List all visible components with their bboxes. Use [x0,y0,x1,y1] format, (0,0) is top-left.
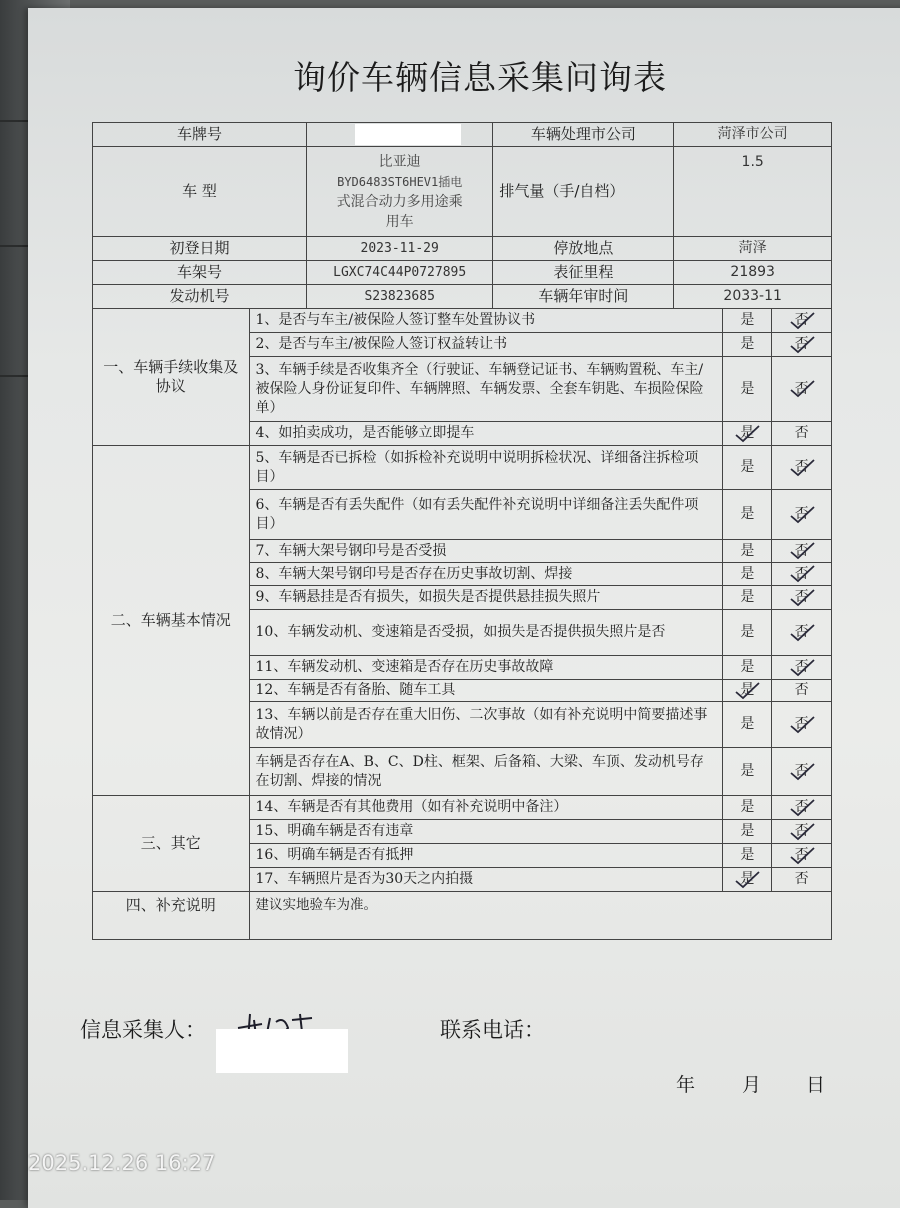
check-mark-icon [787,504,817,526]
row-model [93,147,832,237]
option-no [772,656,832,680]
model-line: 比亚迪 [378,153,421,170]
vin-value: LGXC74C44P0727895 [307,261,493,285]
option-yes: 是 [723,333,772,357]
option-no [772,796,832,820]
question-7: 7、车辆大架号钢印号是否受损 [249,540,723,563]
no-label: 否 [794,716,809,732]
question-2: 2、是否与车主/被保险人签订权益转让书 [249,333,723,357]
check-mark-icon [787,587,817,609]
yes-label: 是 [740,425,755,441]
section-1-label: 一、车辆手续收集及协议 [93,309,250,446]
no-label: 否 [794,565,809,582]
option-no: 否 [772,422,832,446]
option-yes: 是 [723,844,772,868]
check-mark-icon [787,334,817,356]
parking-label: 停放地点 [493,237,674,261]
displacement-label: 排气量（手/自档） [493,147,674,237]
option-no [772,490,832,540]
no-label: 否 [794,799,809,815]
row-q14 [93,796,832,820]
option-yes: 是 [723,656,772,680]
engine-label: 发动机号 [93,285,307,309]
option-no: 否 [772,680,832,702]
option-no [772,820,832,844]
month-label: 月 [742,1074,762,1096]
option-yes: 是 [723,610,772,656]
plate-label: 车牌号 [93,123,307,147]
vin-label: 车架号 [93,261,307,285]
option-yes [723,422,772,446]
supplement-text: 建议实地验车为准。 [249,892,831,940]
no-label: 否 [794,459,809,475]
option-yes: 是 [723,490,772,540]
no-label: 否 [794,312,809,328]
model-line: 式混合动力多用途乘 [336,193,463,210]
option-no [772,333,832,357]
displacement-value: 1.5 [674,147,832,237]
option-no [772,748,832,796]
row-engine [93,285,832,309]
question-5: 5、车辆是否已拆检（如拆检补充说明中说明拆检状况、详细备注拆检项目） [249,446,723,490]
option-no [772,702,832,748]
check-mark-icon [732,423,762,445]
option-yes: 是 [723,748,772,796]
question-13: 13、车辆以前是否存在重大旧伤、二次事故（如有补充说明中简要描述事故情况） [249,702,723,748]
check-mark-icon [787,821,817,843]
question-6: 6、车辆是否有丢失配件（如有丢失配件补充说明中详细备注丢失配件项目） [249,490,723,540]
mileage-value: 21893 [674,261,832,285]
section-4-label: 四、补充说明 [93,892,250,940]
option-yes [723,680,772,702]
year-label: 年 [676,1074,696,1096]
option-yes: 是 [723,820,772,844]
check-mark-icon [787,845,817,867]
no-label: 否 [794,506,809,522]
form-title: 询价车辆信息采集问询表 [293,58,667,97]
check-mark-icon [787,457,817,479]
dispose-company-label: 车辆处理市公司 [493,123,674,147]
option-yes: 是 [723,586,772,610]
no-label: 否 [794,380,809,397]
option-yes: 是 [723,446,772,490]
plate-value [307,123,493,147]
inspection-value: 2033-11 [674,285,832,309]
option-no: 否 [772,868,832,892]
question-16: 16、明确车辆是否有抵押 [249,844,723,868]
check-mark-icon [787,797,817,819]
option-yes: 是 [723,563,772,586]
option-yes: 是 [723,540,772,563]
question-15: 15、明确车辆是否有违章 [249,820,723,844]
row-vin [93,261,832,285]
check-mark-icon [732,869,762,891]
option-yes: 是 [723,702,772,748]
parking-value: 菏泽 [674,237,832,261]
row-q5 [93,446,832,490]
option-no [772,844,832,868]
no-label: 否 [794,659,809,675]
option-no [772,309,832,333]
plate-redaction [355,124,461,145]
contact-label: 联系电话： [440,1018,545,1042]
check-mark-icon [787,622,817,644]
option-no [772,357,832,422]
check-mark-icon [787,657,817,679]
first-reg-value: 2023-11-29 [307,237,493,261]
option-no [772,540,832,563]
no-label: 否 [794,823,809,839]
check-mark-icon [787,761,817,783]
option-no [772,446,832,490]
model-line: BYD6483ST6HEV1插电 [337,174,463,189]
no-label: 否 [794,336,809,352]
section-3-label: 三、其它 [93,796,250,892]
model-line: 用车 [385,213,414,230]
no-label: 否 [794,624,809,640]
day-label: 日 [806,1074,826,1096]
mileage-label: 表征里程 [493,261,674,285]
row-plate [93,123,832,147]
question-12: 12、车辆是否有备胎、随车工具 [249,680,723,702]
no-label: 否 [794,847,809,863]
question-pillar: 车辆是否存在A、B、C、D柱、框架、后备箱、大梁、车顶、发动机号存在切割、焊接的情况 [249,748,723,796]
question-1: 1、是否与车主/被保险人签订整车处置协议书 [249,309,723,333]
question-11: 11、车辆发动机、变速箱是否存在历史事故故障 [249,656,723,680]
dispose-company-value: 菏泽市公司 [674,123,832,147]
option-yes: 是 [723,796,772,820]
model-label: 车 型 [93,147,307,237]
option-yes: 是 [723,309,772,333]
question-3: 3、车辆手续是否收集齐全（行驶证、车辆登记证书、车辆购置税、车主/被保险人身份证复印件、车辆牌照、车辆发票、全套车钥匙、车损险保险单） [249,357,723,422]
row-supplement [93,892,832,940]
question-14: 14、车辆是否有其他费用（如有补充说明中备注） [249,796,723,820]
question-4: 4、如拍卖成功，是否能够立即提车 [249,422,723,446]
option-yes [723,868,772,892]
photo-timestamp: 2025.12.26 16:27 [28,1151,216,1175]
check-mark-icon [787,310,817,332]
inspection-label: 车辆年审时间 [493,285,674,309]
no-label: 否 [794,542,809,559]
question-8: 8、车辆大架号钢印号是否存在历史事故切割、焊接 [249,563,723,586]
row-first-reg [93,237,832,261]
section-2-label: 二、车辆基本情况 [93,446,250,796]
question-9: 9、车辆悬挂是否有损失，如损失是否提供悬挂损失照片 [249,586,723,610]
check-mark-icon [787,714,817,736]
engine-value: S23823685 [307,285,493,309]
model-value [307,147,493,237]
check-mark-icon [787,378,817,400]
option-no [772,586,832,610]
phone-redaction [216,1029,348,1073]
no-label: 否 [794,763,809,779]
option-yes: 是 [723,357,772,422]
check-mark-icon [787,540,817,562]
no-label: 否 [794,589,809,605]
option-no [772,563,832,586]
option-no [772,610,832,656]
collector-label: 信息采集人： [80,1018,206,1042]
first-reg-label: 初登日期 [93,237,307,261]
question-10: 10、车辆发动机、变速箱是否受损，如损失是否提供损失照片是否 [249,610,723,656]
yes-label: 是 [740,682,755,698]
check-mark-icon [787,563,817,585]
yes-label: 是 [740,871,755,887]
row-q1 [93,309,832,333]
check-mark-icon [732,680,762,702]
question-17: 17、车辆照片是否为30天之内拍摄 [249,868,723,892]
inquiry-form-table [92,122,832,940]
